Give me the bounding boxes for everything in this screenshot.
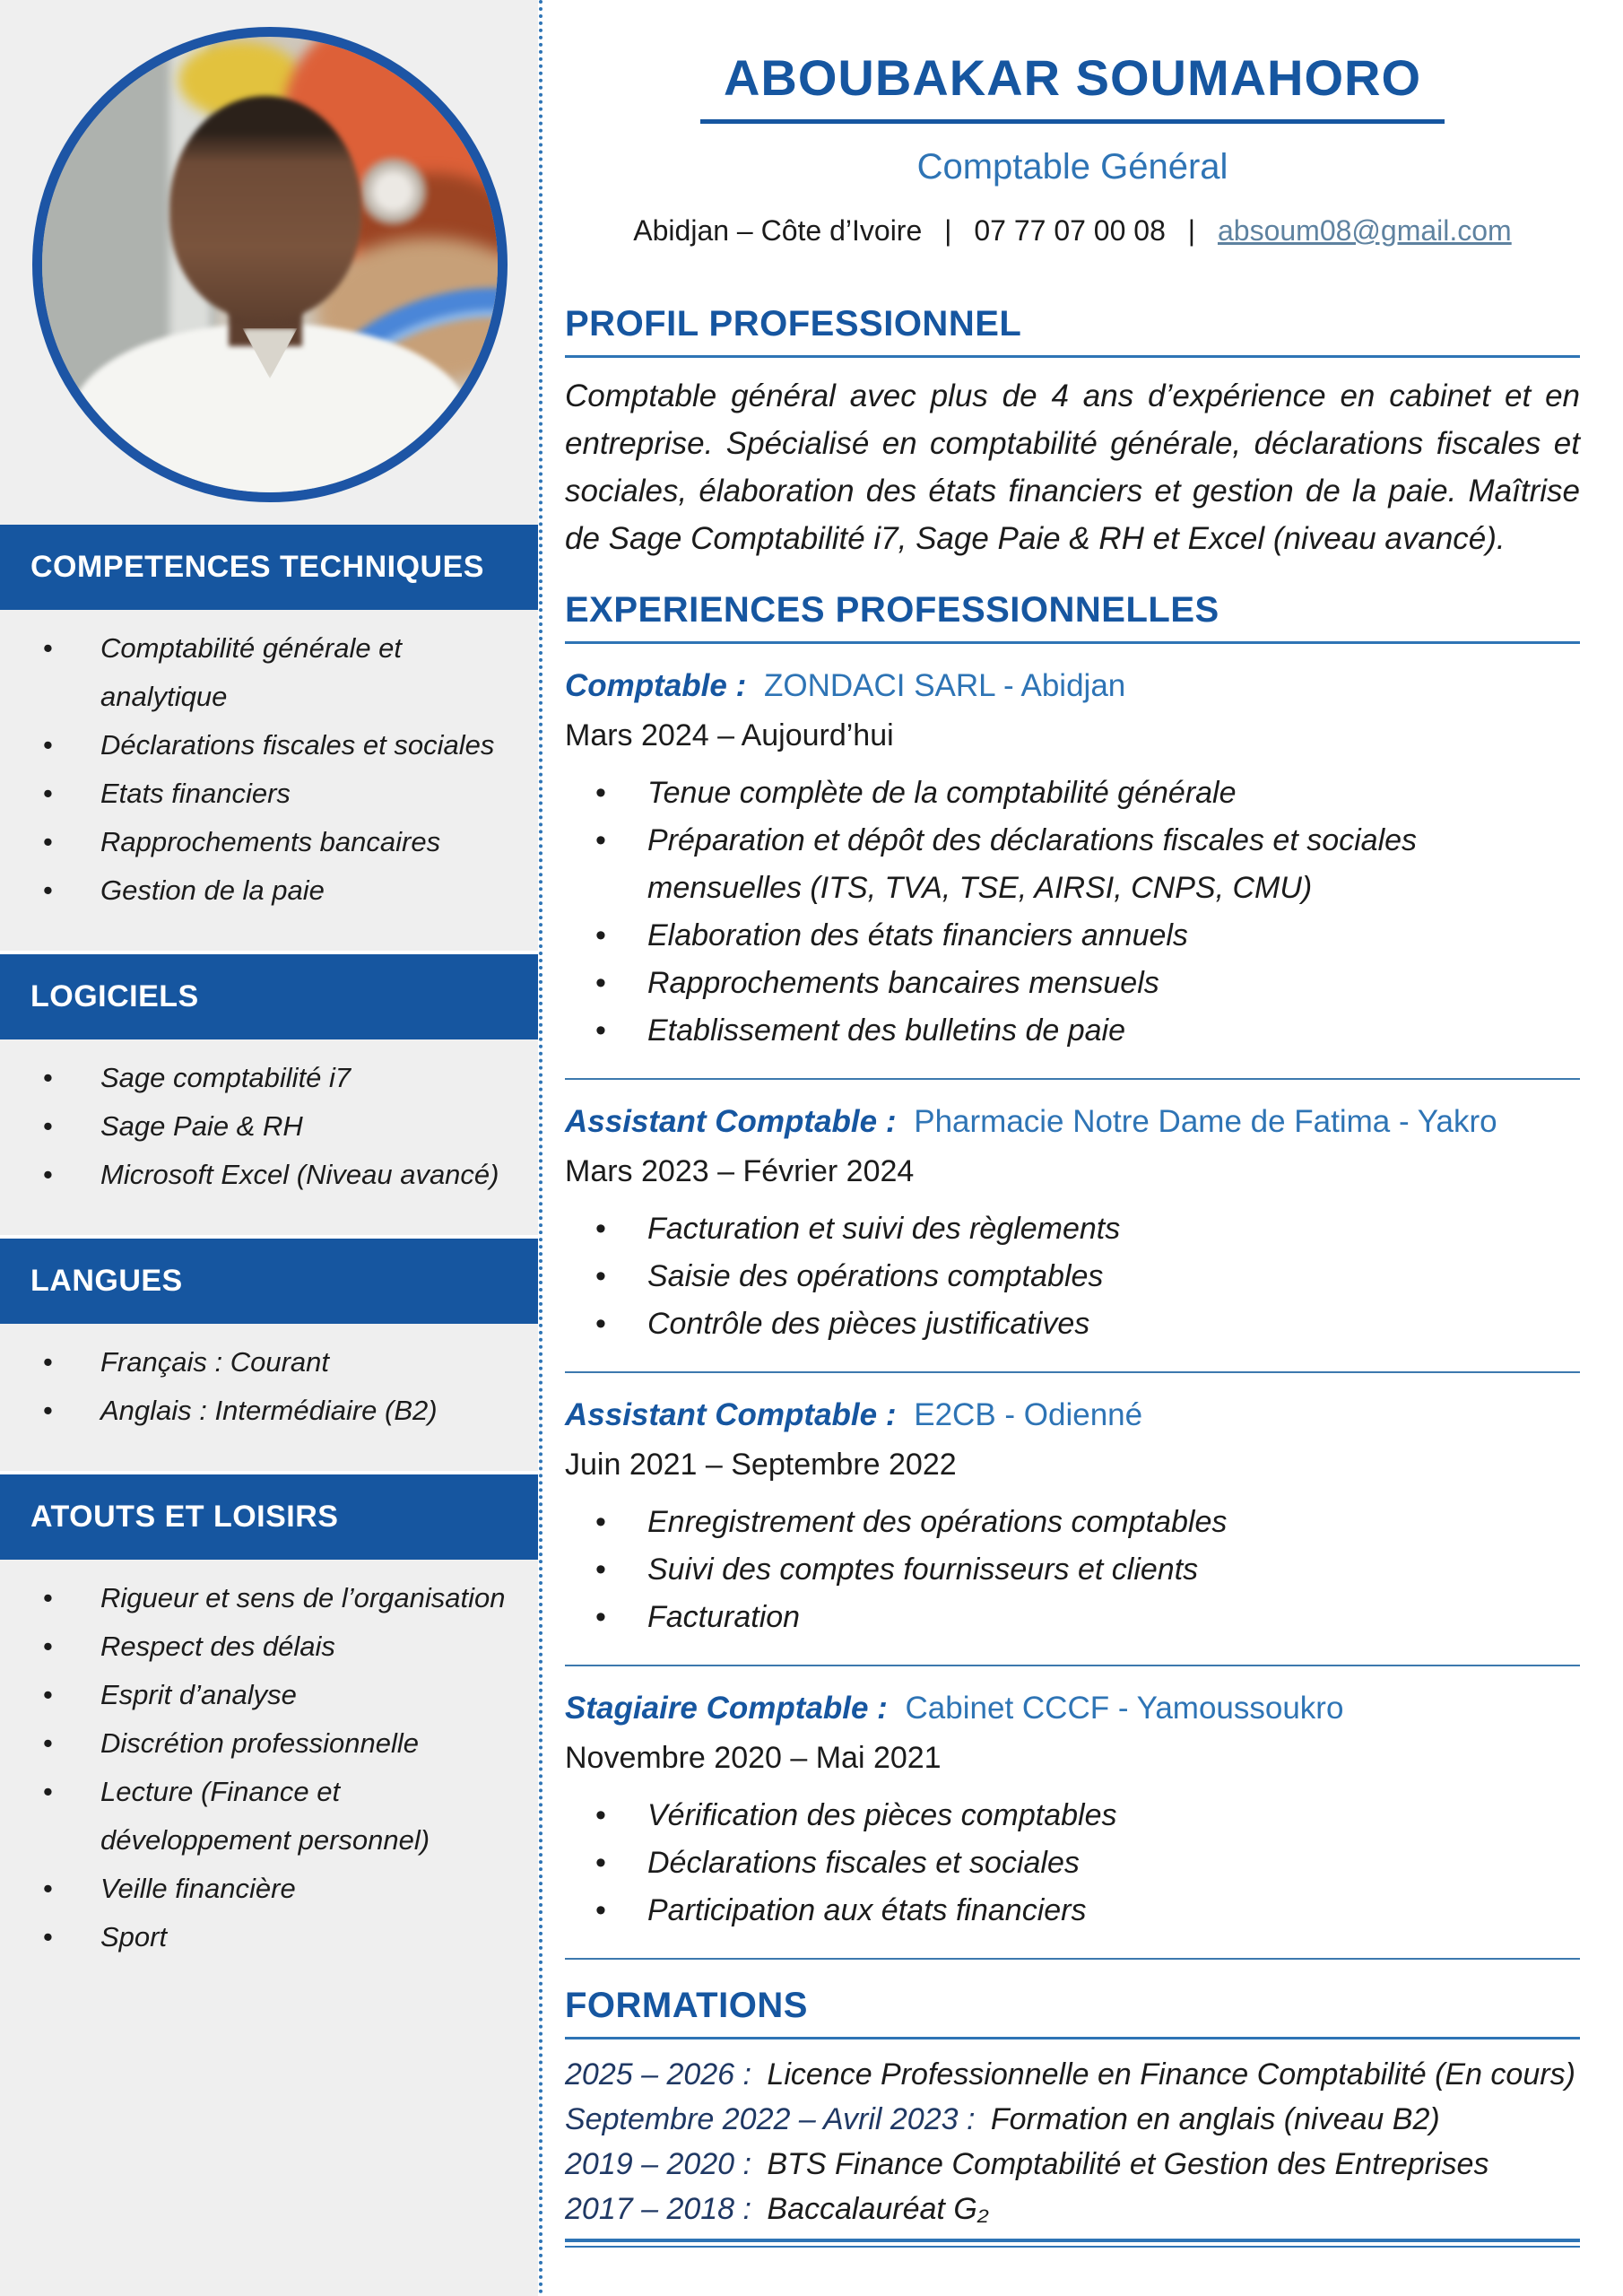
main-column [565, 0, 1580, 2248]
formation-label: Licence Professionnelle en Finance Comptabilité (En cours) [767, 2057, 1575, 2092]
bullet-item: • Facturation et suivi des règlements [565, 1205, 1517, 1253]
list-item: • Anglais : Intermédiaire (B2) [0, 1387, 508, 1435]
section-heading-experiences: EXPERIENCES PROFESSIONNELLES [565, 589, 1580, 644]
job-company: ZONDACI SARL - Abidjan [763, 668, 1126, 703]
page-title: ABOUBAKAR SOUMAHORO [723, 49, 1422, 106]
job-period: Novembre 2020 – Mai 2021 [565, 1741, 942, 1775]
bullet-item: • Participation aux états financiers [565, 1887, 1517, 1935]
list-item: • Etats financiers [0, 770, 508, 818]
atouts-list [0, 1560, 538, 1997]
job-period: Juin 2021 – Septembre 2022 [565, 1448, 957, 1482]
job-title-line [565, 1396, 1580, 1434]
job-title-line [565, 1690, 1580, 1727]
sidebar-heading-label: LOGICIELS [30, 979, 199, 1013]
bullet-item: • Vérification des pièces comptables [565, 1792, 1517, 1839]
bullet-item: • Tenue complète de la comptabilité générale [565, 770, 1517, 817]
bottom-rule-thin [565, 2246, 1580, 2248]
job-company: Cabinet CCCF - Yamoussoukro [905, 1691, 1344, 1726]
job-block [565, 1103, 1580, 1373]
section-divider [565, 1665, 1580, 1666]
formation-period: 2025 – 2026 : [565, 2057, 751, 2092]
list-item: • Respect des délais [0, 1622, 508, 1671]
sidebar-heading-atouts [0, 1471, 538, 1560]
bullet-item: • Suivi des comptes fournisseurs et clients [565, 1546, 1517, 1594]
formation-label: Baccalauréat G₂ [767, 2192, 989, 2226]
formation-label: BTS Finance Comptabilité et Gestion des Entreprises [767, 2147, 1489, 2181]
formation-period: 2017 – 2018 : [565, 2192, 751, 2226]
photo-area [0, 0, 538, 525]
list-item: • Sage comptabilité i7 [0, 1054, 508, 1102]
list-item: • Veille financière [0, 1865, 508, 1913]
formation-label: Formation en anglais (niveau B2) [990, 2102, 1440, 2136]
job-block [565, 1690, 1580, 1960]
list-item: • Rapprochements bancaires [0, 818, 508, 866]
bullet-item: • Contrôle des pièces justificatives [565, 1300, 1517, 1348]
job-company: E2CB - Odienné [914, 1397, 1143, 1432]
job-role: Stagiaire Comptable : [565, 1691, 888, 1726]
job-title-subtitle: Comptable Général [916, 147, 1228, 187]
competences-list [0, 610, 538, 951]
sidebar-heading-label: ATOUTS ET LOISIRS [30, 1500, 339, 1534]
job-title-line [565, 667, 1580, 705]
section-heading-profil: PROFIL PROFESSIONNEL [565, 303, 1580, 358]
bullet-item: • Facturation [565, 1594, 1517, 1641]
list-item: • Comptabilité générale et analytique [0, 624, 508, 721]
photo-wheel-shape [357, 155, 430, 228]
job-bullets [565, 1205, 1580, 1348]
email-link[interactable]: absoum08@gmail.com [1217, 214, 1512, 247]
list-item: • Esprit d’analyse [0, 1671, 508, 1719]
section-divider [565, 1078, 1580, 1080]
formation-period: Septembre 2022 – Avril 2023 : [565, 2102, 976, 2136]
bullet-item: • Préparation et dépôt des déclarations fiscales et sociales mensuelles (ITS, TVA, TSE, AIRSI, CNPS, CMU) [565, 817, 1517, 912]
bottom-rule-thick [565, 2239, 1580, 2242]
logiciels-list [0, 1039, 538, 1235]
job-bullets [565, 1792, 1580, 1935]
name-underline [700, 119, 1445, 124]
job-role: Assistant Comptable : [565, 1104, 897, 1139]
sidebar-heading-langues [0, 1235, 538, 1324]
job-bullets [565, 1499, 1580, 1641]
sidebar-heading-competences [0, 525, 538, 610]
formation-item [565, 2187, 1580, 2231]
list-item: • Sage Paie & RH [0, 1102, 508, 1151]
job-period: Mars 2023 – Février 2024 [565, 1154, 915, 1188]
list-item: • Lecture (Finance et développement personnel) [0, 1768, 508, 1865]
list-item: • Microsoft Excel (Niveau avancé) [0, 1151, 508, 1199]
list-item: • Discrétion professionnelle [0, 1719, 508, 1768]
bullet-item: • Elaboration des états financiers annuels [565, 912, 1517, 960]
bullet-item: • Déclarations fiscales et sociales [565, 1839, 1517, 1887]
job-block [565, 667, 1580, 1080]
sidebar-heading-label: COMPETENCES TECHNIQUES [30, 550, 484, 584]
sidebar [0, 0, 538, 2296]
list-item: • Sport [0, 1913, 508, 1961]
profile-paragraph: Comptable général avec plus de 4 ans d’expérience en cabinet et en entreprise. Spécialisé en comptabilité générale, déclarations fiscales et sociales, élaboration des états financiers et gestion de la paie. Maîtrise de Sage Comptabilité i7, Sage Paie & RH et Excel (niveau avancé). [565, 378, 1580, 556]
profile-photo [32, 27, 508, 502]
contact-location: Abidjan – Côte d’Ivoire [633, 214, 923, 247]
job-block [565, 1396, 1580, 1666]
section-heading-formations: FORMATIONS [565, 1985, 1580, 2039]
job-role: Assistant Comptable : [565, 1397, 897, 1432]
column-separator [539, 0, 542, 2296]
formation-item [565, 2097, 1580, 2142]
job-title-line [565, 1103, 1580, 1141]
list-item: • Gestion de la paie [0, 866, 508, 915]
formation-item [565, 2142, 1580, 2187]
formations-list [565, 2052, 1580, 2231]
langues-list [0, 1324, 538, 1471]
bullet-item: • Enregistrement des opérations comptables [565, 1499, 1517, 1546]
formation-item [565, 2052, 1580, 2097]
contact-line [565, 214, 1580, 248]
bullet-item: • Rapprochements bancaires mensuels [565, 960, 1517, 1007]
contact-separator: | [944, 214, 952, 247]
job-role: Comptable : [565, 668, 747, 703]
sidebar-heading-logiciels [0, 951, 538, 1039]
job-company: Pharmacie Notre Dame de Fatima - Yakro [914, 1104, 1497, 1139]
photo-head [169, 96, 360, 319]
job-period: Mars 2024 – Aujourd’hui [565, 718, 894, 752]
bullet-item: • Etablissement des bulletins de paie [565, 1007, 1517, 1055]
list-item: • Déclarations fiscales et sociales [0, 721, 508, 770]
list-item: • Français : Courant [0, 1338, 508, 1387]
sidebar-heading-label: LANGUES [30, 1264, 183, 1298]
formation-period: 2019 – 2020 : [565, 2147, 751, 2181]
section-divider [565, 1958, 1580, 1960]
job-bullets [565, 770, 1580, 1055]
list-item: • Rigueur et sens de l’organisation [0, 1574, 508, 1622]
bullet-item: • Saisie des opérations comptables [565, 1253, 1517, 1300]
contact-phone: 07 77 07 00 08 [974, 214, 1166, 247]
section-divider [565, 1371, 1580, 1373]
contact-separator: | [1187, 214, 1196, 247]
